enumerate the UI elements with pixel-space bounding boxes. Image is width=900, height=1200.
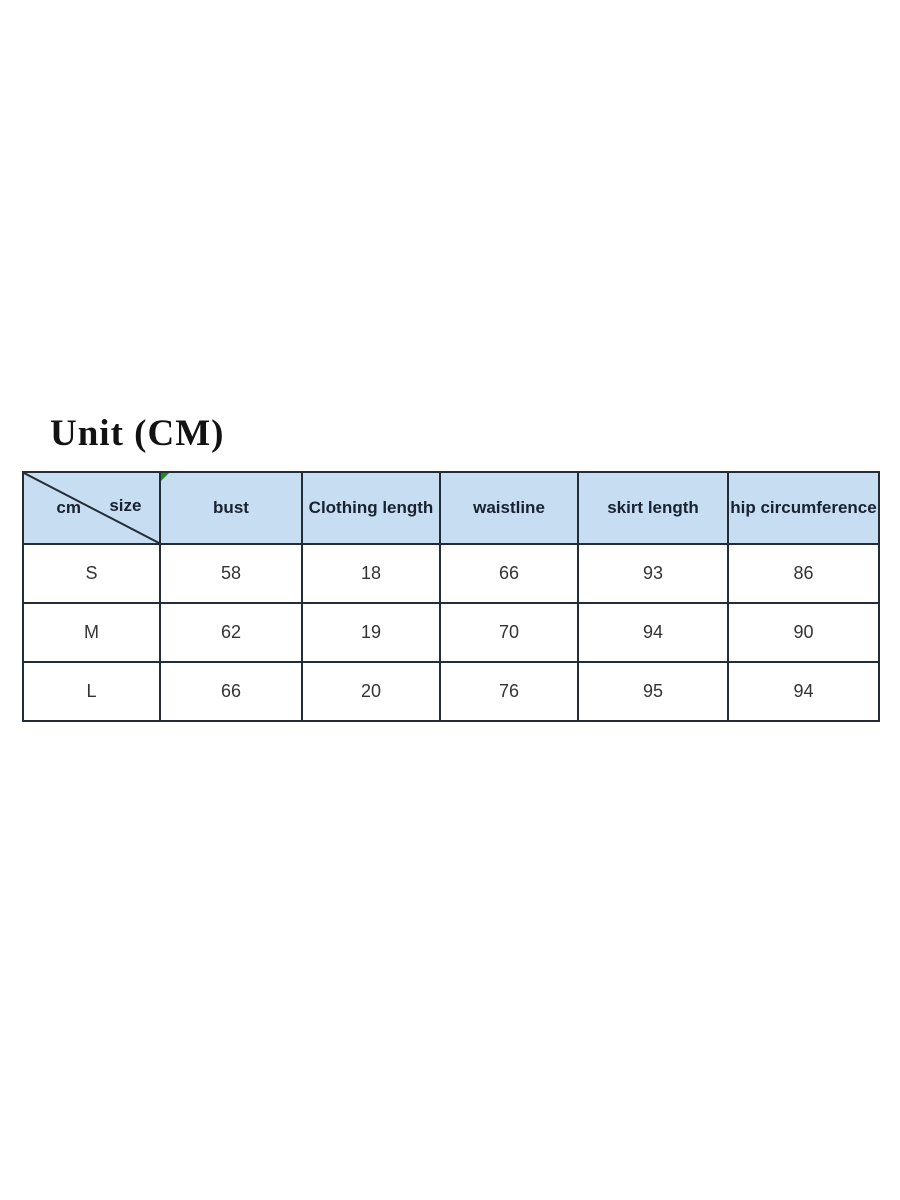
size-cell: S: [23, 544, 160, 603]
page-title: Unit (CM): [50, 413, 225, 454]
excel-corner-marker-icon: [161, 473, 169, 481]
value-cell-bust: 66: [160, 662, 302, 721]
column-header-hip-circumference: [728, 472, 879, 544]
column-header-label: hip circumference: [730, 498, 877, 517]
value-cell-waistline: 70: [440, 603, 578, 662]
value-cell-hip-circumference: 90: [728, 603, 879, 662]
column-header-skirt-length: [578, 472, 728, 544]
value-cell-waistline: 76: [440, 662, 578, 721]
size-chart-table: [22, 471, 880, 722]
corner-unit-label: cm: [56, 498, 81, 517]
value-cell-bust: 58: [160, 544, 302, 603]
table-row-size-s: [23, 544, 879, 603]
table-row-size-m: [23, 603, 879, 662]
column-header-clothing-length: [302, 472, 440, 544]
value-cell-bust: 62: [160, 603, 302, 662]
size-cell: L: [23, 662, 160, 721]
value-cell-skirt-length: 95: [578, 662, 728, 721]
column-header-bust: [160, 472, 302, 544]
corner-size-label: size: [109, 495, 142, 515]
column-header-label: bust: [213, 498, 249, 517]
value-cell-hip-circumference: 94: [728, 662, 879, 721]
value-cell-clothing-length: 20: [302, 662, 440, 721]
column-header-waistline: [440, 472, 578, 544]
value-cell-skirt-length: 94: [578, 603, 728, 662]
value-cell-hip-circumference: 86: [728, 544, 879, 603]
table-header-row: [23, 472, 879, 544]
size-cell: M: [23, 603, 160, 662]
corner-header-cell: [23, 472, 160, 544]
column-header-label: skirt length: [607, 498, 699, 517]
table-row-size-l: [23, 662, 879, 721]
value-cell-clothing-length: 19: [302, 603, 440, 662]
column-header-label: Clothing length: [308, 498, 434, 517]
column-header-label: waistline: [473, 498, 545, 517]
value-cell-clothing-length: 18: [302, 544, 440, 603]
value-cell-waistline: 66: [440, 544, 578, 603]
value-cell-skirt-length: 93: [578, 544, 728, 603]
